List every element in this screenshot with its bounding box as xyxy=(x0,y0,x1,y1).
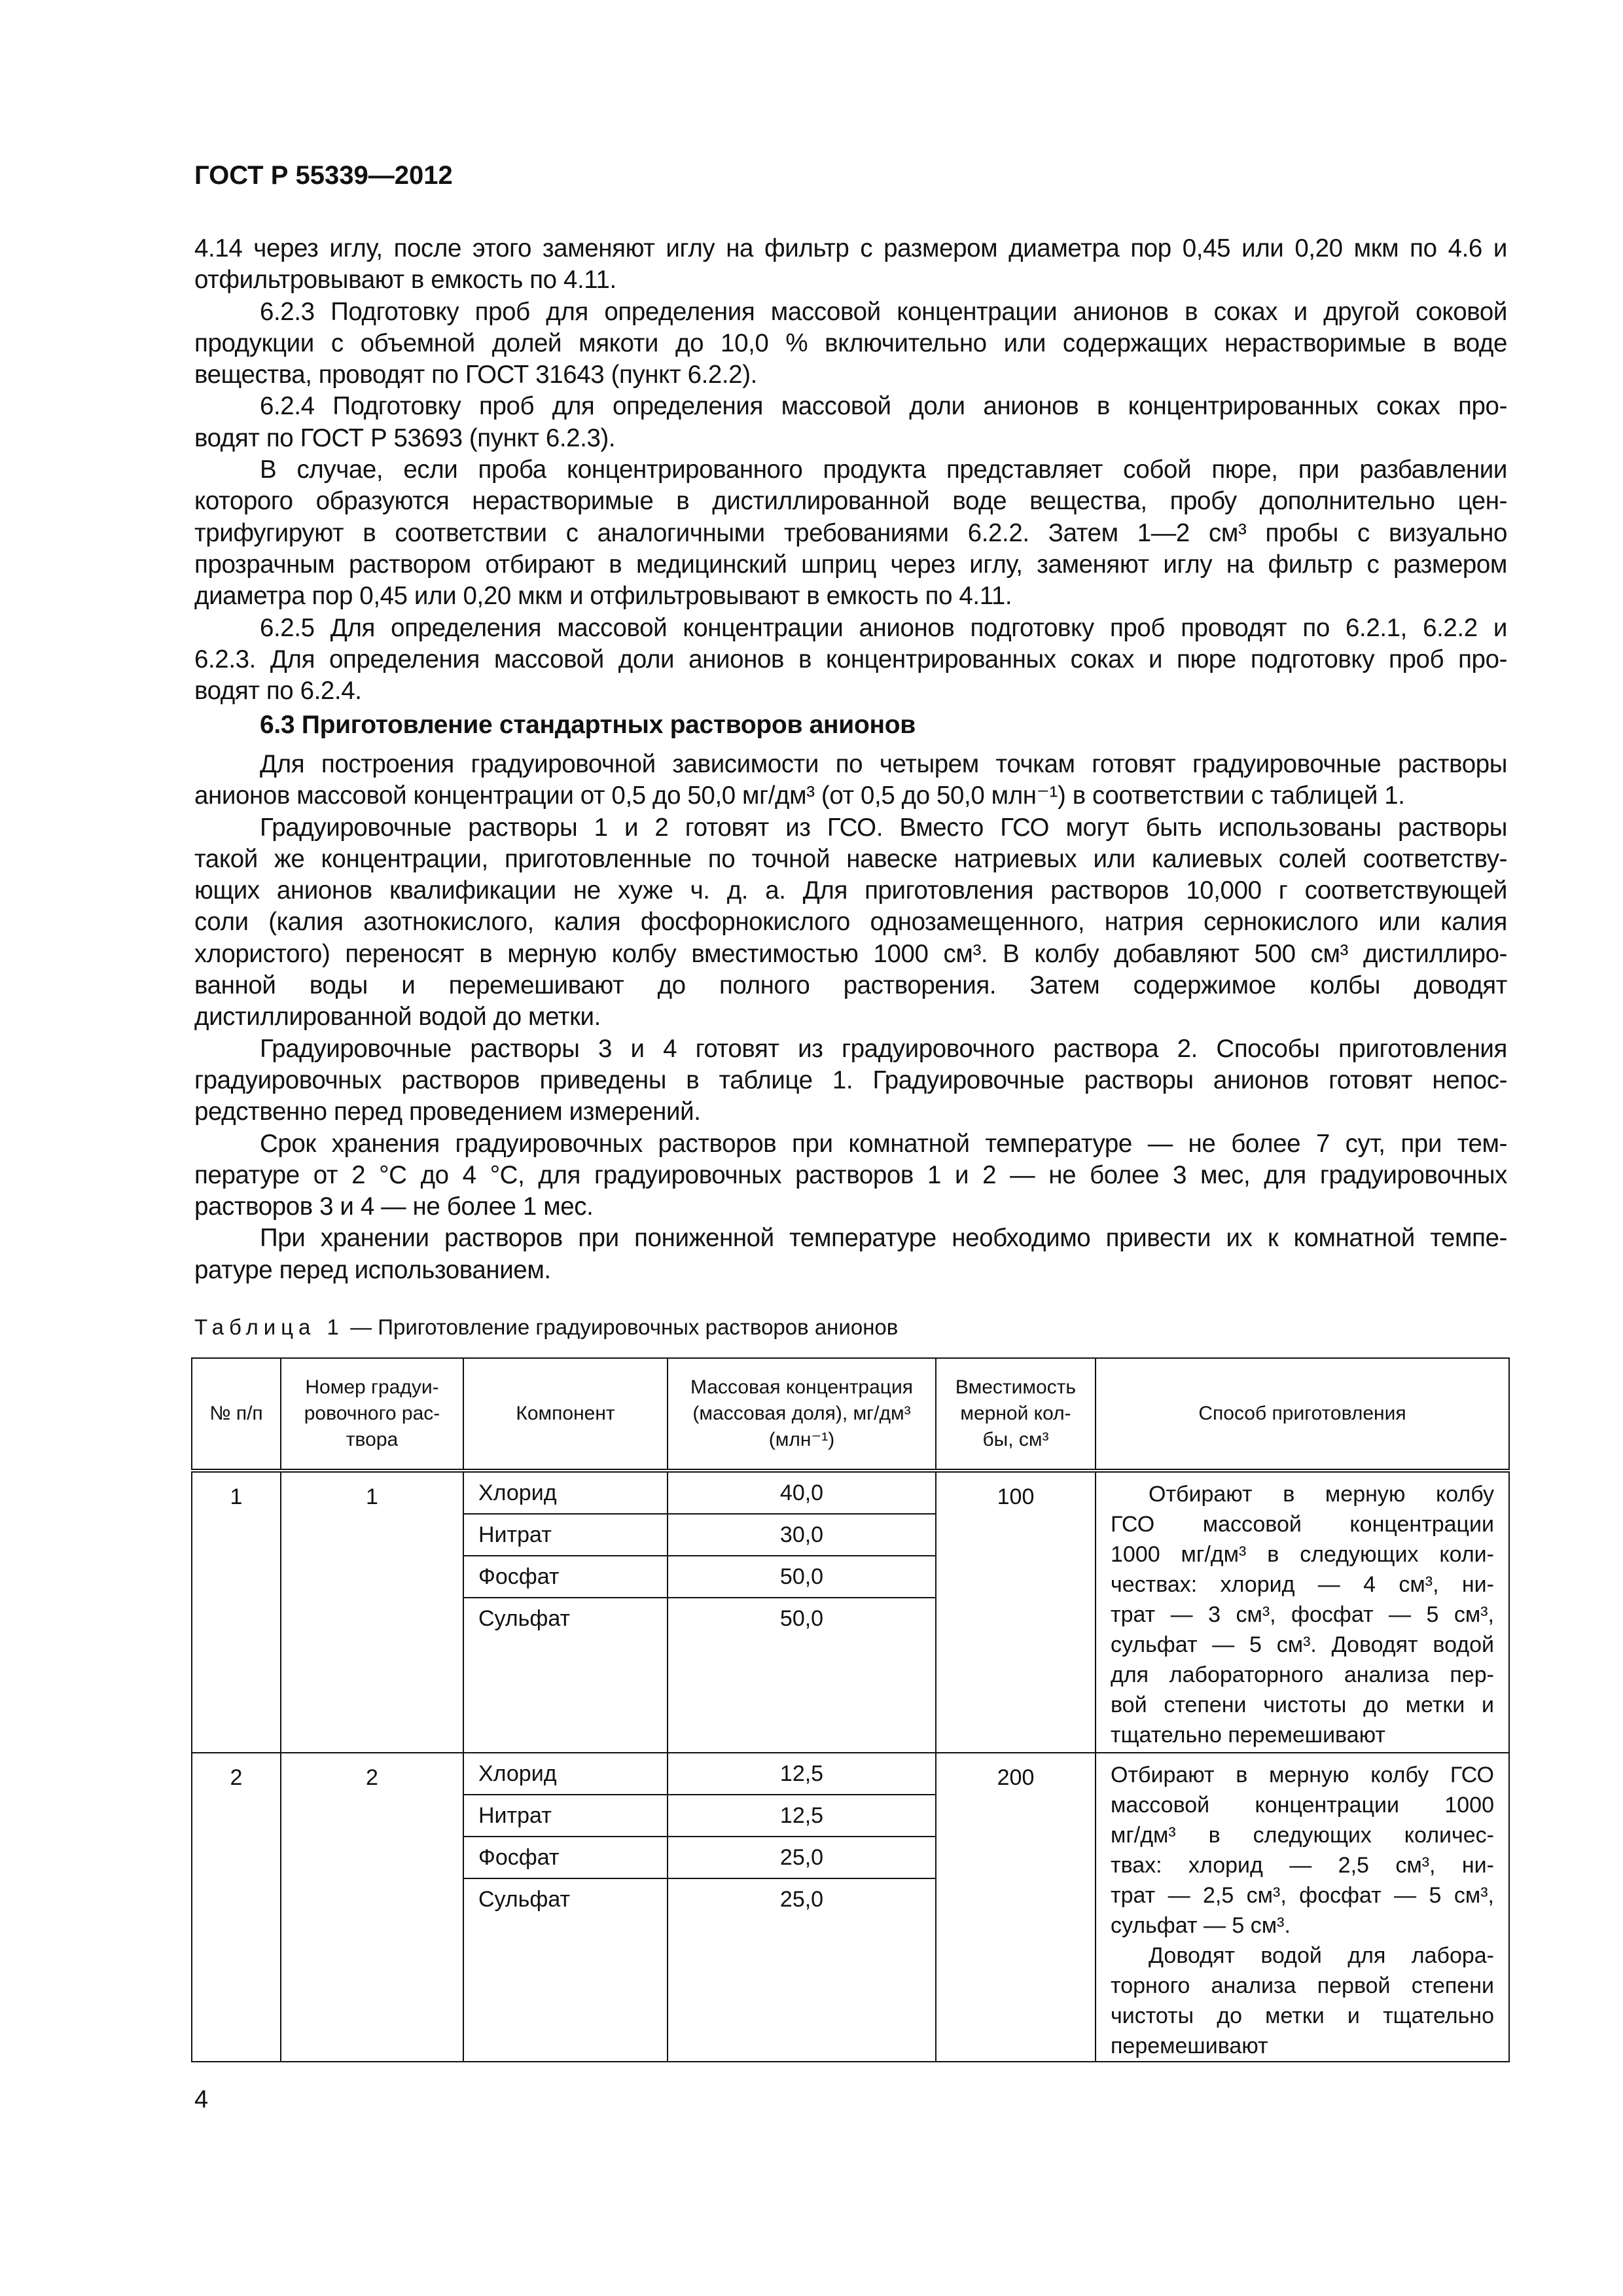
paragraph xyxy=(194,1128,1507,1223)
paragraph-line: Срок хранения градуировочных растворов при комнатной температуре — не более 7 сут, при тем- xyxy=(260,1129,1507,1158)
table-header-cell xyxy=(936,1358,1096,1471)
method-line: чествах: хлорид — 4 см³, ни- xyxy=(1111,1572,1494,1597)
method-line: для лабораторного анализа пер- xyxy=(1111,1662,1494,1687)
method-line: ГСО массовой концентрации xyxy=(1111,1512,1494,1537)
header-line: Способ приготовления xyxy=(1198,1403,1406,1424)
method-line: Отбирают в мерную колбу xyxy=(1149,1482,1494,1507)
table-caption-title: — Приготовление градуировочных растворов анионов xyxy=(344,1315,899,1339)
table-caption-label: Таблица 1 xyxy=(194,1315,344,1339)
paragraph-line: которого образуются нерастворимые в дистиллированной воде вещества, пробу дополнительно цен- xyxy=(194,487,1507,516)
section-heading: 6.3 Приготовление стандартных растворов анионов xyxy=(260,711,916,739)
body-text-block-1 xyxy=(194,233,1507,707)
document-id-header: ГОСТ Р 55339—2012 xyxy=(194,161,453,190)
paragraph-line: 6.2.3. Для определения массовой доли анионов в концентрированных соках и пюре подготовку проб про- xyxy=(194,645,1507,673)
component-name: Хлорид xyxy=(464,1753,667,1795)
paragraph-line: отфильтровывают в емкость по 4.11. xyxy=(194,266,616,295)
header-line: мерной кол- xyxy=(960,1403,1071,1424)
paragraph xyxy=(194,1033,1507,1128)
table-header-row xyxy=(192,1358,1509,1471)
paragraph xyxy=(194,1223,1507,1286)
header-line: (млн⁻¹) xyxy=(768,1429,835,1450)
component-cell xyxy=(463,1471,668,1753)
header-line: Компонент xyxy=(516,1403,615,1424)
method-line: Доводят водой для лабора- xyxy=(1149,1943,1494,1968)
method-line: сульфат — 5 см³. Доводят водой xyxy=(1111,1632,1494,1657)
concentration-cell xyxy=(668,1471,936,1753)
paragraph-line: При хранении растворов при пониженной температуре необходимо привести их к комнатной темпе- xyxy=(260,1224,1507,1253)
paragraph-line: Градуировочные растворы 3 и 4 готовят из градуировочного раствора 2. Способы приготовления xyxy=(260,1034,1507,1063)
header-line: Номер градуи- xyxy=(305,1376,439,1398)
component-name: Сульфат xyxy=(478,1887,571,1912)
header-line: Вместимость xyxy=(955,1376,1077,1398)
paragraph-line: ратуре перед использованием. xyxy=(194,1255,551,1284)
table-header-cell xyxy=(192,1358,281,1471)
component-concentration: 12,5 xyxy=(668,1795,935,1837)
preparation-method-cell xyxy=(1096,1753,1509,2062)
table-row xyxy=(192,1471,1509,1753)
header-line: ровочного рас- xyxy=(304,1403,440,1424)
header-line: № п/п xyxy=(209,1403,263,1424)
paragraph xyxy=(194,233,1507,296)
component-concentration: 50,0 xyxy=(668,1556,935,1598)
table-header-cell xyxy=(463,1358,668,1471)
method-line: вой степени чистоты до метки и xyxy=(1111,1693,1494,1717)
preparation-method-cell xyxy=(1096,1471,1509,1753)
component-name: Хлорид xyxy=(464,1473,667,1515)
flask-volume-cell: 200 xyxy=(936,1753,1096,2062)
paragraph-line: такой же концентрации, приготовленные по точной навеске натриевых или калиевых солей соответству- xyxy=(194,844,1507,873)
paragraph-line: 6.2.5 Для определения массовой концентрации анионов подготовку проб проводят по 6.2.1, 6.2.2 и xyxy=(260,613,1507,642)
component-name: Нитрат xyxy=(464,1795,667,1837)
paragraph-line: градуировочных растворов приведены в таблице 1. Градуировочные растворы анионов готовят непос- xyxy=(194,1066,1507,1094)
paragraph-line: 6.2.3 Подготовку проб для определения массовой концентрации анионов в соках и другой соковой xyxy=(260,297,1507,326)
paragraph-line: соли (калия азотнокислого, калия фосфорнокислого однозамещенного, натрия сернокислого или калия xyxy=(194,908,1507,937)
method-line: чистоты до метки и тщательно xyxy=(1111,2003,1494,2028)
paragraph-line: Градуировочные растворы 1 и 2 готовят из ГСО. Вместо ГСО могут быть использованы растворы xyxy=(260,813,1507,842)
method-line: торного анализа первой степени xyxy=(1111,1973,1494,1998)
paragraph-line: ванной воды и перемешивают до полного растворения. Затем содержимое колбы доводят xyxy=(194,971,1507,1000)
paragraph-line: трифугируют в соответствии с аналогичными требованиями 6.2.2. Затем 1—2 см³ пробы с визуально xyxy=(194,518,1507,547)
component-concentration: 12,5 xyxy=(668,1753,935,1795)
paragraph xyxy=(194,391,1507,454)
table-header-cell xyxy=(668,1358,936,1471)
component-cell xyxy=(463,1753,668,2062)
paragraph-line: растворов 3 и 4 — не более 1 мес. xyxy=(194,1193,594,1221)
table-header-cell xyxy=(281,1358,463,1471)
header-line: твора xyxy=(346,1429,399,1450)
component-concentration: 25,0 xyxy=(779,1887,824,1912)
component-name: Нитрат xyxy=(464,1515,667,1556)
paragraph xyxy=(194,296,1507,391)
paragraph-line: прозрачным раствором отбирают в медицинский шприц через иглу, заменяют иглу на фильтр с размером xyxy=(194,550,1507,579)
concentration-cell xyxy=(668,1753,936,2062)
paragraph-line: водят по 6.2.4. xyxy=(194,677,362,706)
table-row xyxy=(192,1753,1509,2062)
calibration-solutions-table xyxy=(191,1357,1510,2062)
paragraph-line: анионов массовой концентрации от 0,5 до 50,0 мг/дм³ (от 0,5 до 50,0 млн⁻¹) в соответствии с таблицей 1. xyxy=(194,781,1405,810)
method-line: перемешивают xyxy=(1111,2034,1268,2058)
component-name: Фосфат xyxy=(464,1837,667,1879)
component-name: Фосфат xyxy=(464,1556,667,1598)
component-concentration: 40,0 xyxy=(668,1473,935,1515)
paragraph-line: редственно перед проведением измерений. xyxy=(194,1098,701,1126)
paragraph-line: 4.14 через иглу, после этого заменяют иглу на фильтр с размером диаметра пор 0,45 или 0,20 мкм по 4.6 и xyxy=(194,234,1507,262)
header-line: бы, см³ xyxy=(982,1429,1049,1450)
paragraph-line: пературе от 2 °С до 4 °С, для градуировочных растворов 1 и 2 — не более 3 мес, для градуировочных xyxy=(194,1160,1507,1189)
page-number: 4 xyxy=(194,2086,209,2113)
solution-number-cell: 1 xyxy=(281,1471,463,1753)
paragraph xyxy=(194,749,1507,812)
paragraph-line: вещества, проводят по ГОСТ 31643 (пункт 6.2.2). xyxy=(194,361,757,389)
paragraph-line: дистиллированной водой до метки. xyxy=(194,1003,601,1031)
component-concentration: 50,0 xyxy=(779,1606,824,1631)
row-number-cell: 2 xyxy=(192,1753,281,2062)
component-concentration: 25,0 xyxy=(668,1837,935,1879)
method-line: твах: хлорид — 2,5 см³, ни- xyxy=(1111,1853,1494,1878)
paragraph-line: водят по ГОСТ Р 53693 (пункт 6.2.3). xyxy=(194,423,616,452)
paragraph xyxy=(194,613,1507,708)
method-line: массовой концентрации 1000 xyxy=(1111,1793,1494,1818)
solution-number-cell: 2 xyxy=(281,1753,463,2062)
component-concentration: 30,0 xyxy=(668,1515,935,1556)
row-number-cell: 1 xyxy=(192,1471,281,1753)
method-line: Отбирают в мерную колбу ГСО xyxy=(1111,1763,1494,1787)
method-line: трат — 2,5 см³, фосфат — 5 см³, xyxy=(1111,1883,1494,1908)
paragraph-line: В случае, если проба концентрированного продукта представляет собой пюре, при разбавлении xyxy=(260,456,1507,484)
component-name: Сульфат xyxy=(478,1606,571,1631)
paragraph-line: Для построения градуировочной зависимости по четырем точкам готовят градуировочные растворы xyxy=(260,750,1507,778)
body-text-block-2 xyxy=(194,749,1507,1286)
paragraph xyxy=(194,812,1507,1033)
paragraph-line: хлористого) переносят в мерную колбу вместимостью 1000 см³. В колбу добавляют 500 см³ дистиллиро- xyxy=(194,939,1507,968)
header-line: (массовая доля), мг/дм³ xyxy=(692,1403,911,1424)
method-line: трат — 3 см³, фосфат — 5 см³, xyxy=(1111,1602,1494,1627)
paragraph-line: диаметра пор 0,45 или 0,20 мкм и отфильтровывают в емкость по 4.11. xyxy=(194,582,1012,611)
paragraph-line: 6.2.4 Подготовку проб для определения массовой доли анионов в концентрированных соках про- xyxy=(260,392,1507,421)
method-line: мг/дм³ в следующих количес- xyxy=(1111,1823,1494,1848)
paragraph-line: ющих анионов квалификации не хуже ч. д. а. Для приготовления растворов 10,000 г соответствующей xyxy=(194,876,1507,905)
table-header-cell xyxy=(1096,1358,1509,1471)
header-line: Массовая концентрация xyxy=(690,1376,913,1398)
method-line: тщательно перемешивают xyxy=(1111,1723,1385,1748)
flask-volume-cell: 100 xyxy=(936,1471,1096,1753)
method-line: 1000 мг/дм³ в следующих коли- xyxy=(1111,1542,1494,1567)
paragraph xyxy=(194,454,1507,612)
paragraph-line: продукции с объемной долей мякоти до 10,0 % включительно или содержащих нерастворимые в воде xyxy=(194,329,1507,357)
method-line: сульфат — 5 см³. xyxy=(1111,1913,1291,1938)
table-caption xyxy=(194,1312,898,1342)
